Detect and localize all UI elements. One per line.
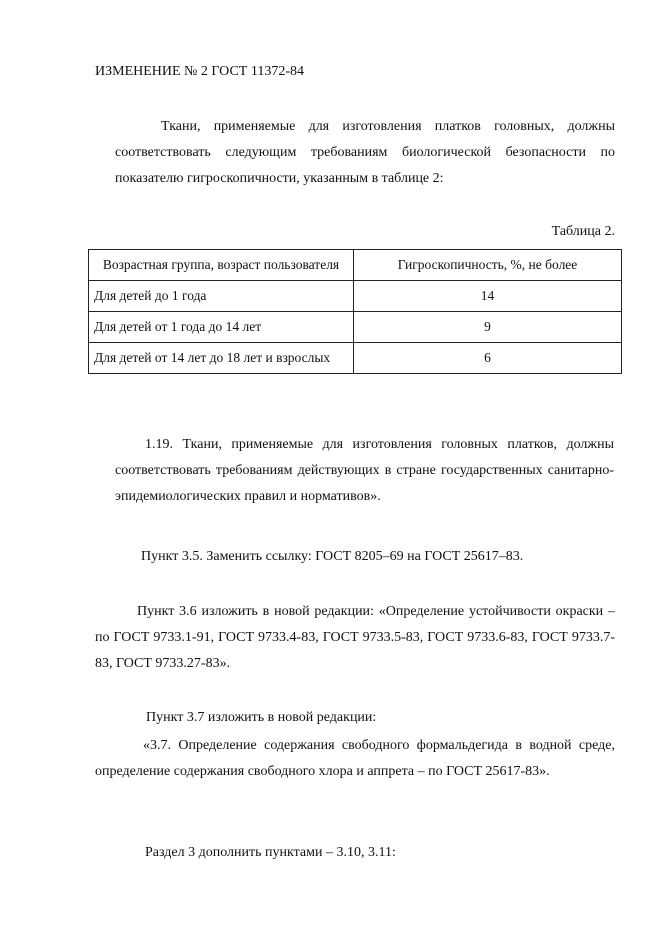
item-1-19-text: 1.19. Ткани, применяемые для изготовления головных платков, должны соответствовать требованиям действующих в стране государственных санитарно-эпидемиологических правил и нормативов». [115,437,614,504]
document-heading: ИЗМЕНЕНИЕ № 2 ГОСТ 11372-84 [95,64,304,79]
cell-age-group: Для детей до 1 года [89,281,354,312]
intro-text: Ткани, применяемые для изготовления платков головных, должны соответствовать следующим требованиям биологической безопасности по показателю гигроскопичности, указанным в таблице 2: [115,119,615,186]
cell-hygroscopicity: 14 [354,281,622,312]
item-1-19-paragraph [115,432,614,510]
cell-age-group: Для детей от 1 года до 14 лет [89,312,354,343]
section-3-line: Раздел 3 дополнить пунктами – 3.10, 3.11: [145,845,396,860]
intro-paragraph [115,114,615,192]
table-row [89,312,622,343]
cell-hygroscopicity: 9 [354,312,622,343]
table-row [89,281,622,312]
item-3-5-line: Пункт 3.5. Заменить ссылку: ГОСТ 8205–69 на ГОСТ 25617–83. [141,549,524,564]
item-3-6-text: Пункт 3.6 изложить в новой редакции: «Определение устойчивости окраски – по ГОСТ 9733.1-91, ГОСТ 9733.4-83, ГОСТ 9733.5-83, ГОСТ 9733.6-83, ГОСТ 9733.7-83, ГОСТ 9733.27-83». [95,604,615,671]
cell-hygroscopicity: 6 [354,343,622,374]
hygroscopicity-table [88,249,622,374]
header-age-group: Возрастная группа, возраст пользователя [89,250,354,281]
table-header-row [89,250,622,281]
table-row [89,343,622,374]
table-caption: Таблица 2. [551,224,615,239]
cell-age-group: Для детей от 14 лет до 18 лет и взрослых [89,343,354,374]
header-hygroscopicity: Гигроскопичность, %, не более [354,250,622,281]
item-3-7-text: «3.7. Определение содержания свободного формальдегида в водной среде, определение содержания свободного хлора и аппрета – по ГОСТ 25617-83». [95,738,615,779]
item-3-7-paragraph [95,733,615,785]
item-3-6-paragraph [95,599,615,677]
item-3-7-intro: Пункт 3.7 изложить в новой редакции: [146,710,377,725]
